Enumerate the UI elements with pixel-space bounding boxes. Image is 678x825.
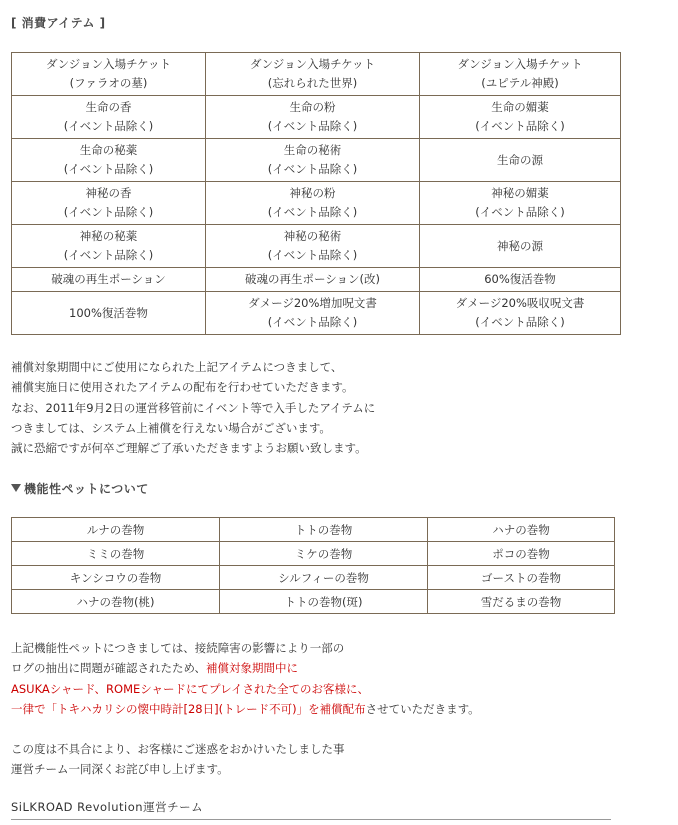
table-cell: 生命の粉 (イベント品除く)	[206, 96, 420, 139]
table-cell: 生命の秘術 (イベント品除く)	[206, 139, 420, 182]
pets-notice-emphasis: 一律で「トキハカリシの懐中時計[28日](トレード不可)」を補償配布	[11, 701, 366, 716]
pets-notice-text: ログの抽出に問題が確認されたため、	[11, 661, 207, 676]
table-row	[12, 566, 615, 590]
pets-notice-line	[11, 699, 480, 719]
notice-line: なお、2011年9月2日の運営移管前にイベント等で入手したアイテムに	[11, 400, 376, 415]
table-row	[12, 292, 621, 335]
compensation-notice	[11, 357, 375, 458]
notice-line: 補償実施日に使用されたアイテムの配布を行わせていただきます。	[11, 380, 354, 395]
table-cell: 神秘の秘術 (イベント品除く)	[206, 225, 420, 268]
table-cell: キンシコウの巻物	[12, 566, 220, 590]
table-row	[12, 518, 615, 542]
table-row	[12, 268, 621, 292]
table-cell: 神秘の媚薬 (イベント品除く)	[420, 182, 621, 225]
table-cell: 100%復活巻物	[12, 292, 206, 335]
table-cell: ミミの巻物	[12, 542, 220, 566]
table-cell: ダメージ20%増加呪文書 (イベント品除く)	[206, 292, 420, 335]
table-cell: ルナの巻物	[12, 518, 220, 542]
table-row	[12, 542, 615, 566]
pets-notice-emphasis: ASUKAシャード、ROMEシャードにてプレイされた全てのお客様に、	[11, 681, 369, 696]
table-cell: ダンジョン入場チケット (忘れられた世界)	[206, 53, 420, 96]
pets-section-title	[11, 480, 149, 497]
table-cell: ダメージ20%吸収呪文書 (イベント品除く)	[420, 292, 621, 335]
table-row	[12, 590, 615, 614]
pets-notice-line	[11, 658, 480, 678]
table-cell: 神秘の源	[420, 225, 621, 268]
footer-signature: SiLKROAD Revolution運営チーム	[11, 799, 611, 820]
apology-notice	[11, 739, 345, 780]
notice-line: 誠に恐縮ですが何卒ご理解ご了承いただきますようお願い致します。	[11, 441, 367, 456]
table-row	[12, 182, 621, 225]
table-cell: 神秘の秘薬 (イベント品除く)	[12, 225, 206, 268]
table-cell: 生命の源	[420, 139, 621, 182]
table-cell: トトの巻物(斑)	[220, 590, 428, 614]
table-cell: 60%復活巻物	[420, 268, 621, 292]
table-cell: 破魂の再生ポーション(改)	[206, 268, 420, 292]
table-cell: ダンジョン入場チケット (ユピテル神殿)	[420, 53, 621, 96]
table-cell: ハナの巻物	[428, 518, 615, 542]
notice-line: つきましては、システム上補償を行えない場合がございます。	[11, 420, 331, 435]
section-title-consumable-items: [ 消費アイテム ]	[11, 16, 106, 30]
apology-line: この度は不具合により、お客様にご迷惑をおかけいたしました事	[11, 742, 345, 756]
table-row	[12, 139, 621, 182]
table-cell: ポコの巻物	[428, 542, 615, 566]
table-cell: 雪だるまの巻物	[428, 590, 615, 614]
table-row	[12, 96, 621, 139]
table-cell: トトの巻物	[220, 518, 428, 542]
table-cell: 生命の香 (イベント品除く)	[12, 96, 206, 139]
table-cell: 破魂の再生ポーション	[12, 268, 206, 292]
triangle-down-icon	[11, 484, 21, 492]
notice-line: 補償対象期間中にご使用になられた上記アイテムにつきまして、	[11, 360, 343, 374]
pets-notice-line: 上記機能性ペットにつきましては、接続障害の影響により一部の	[11, 641, 345, 655]
table-cell: ゴーストの巻物	[428, 566, 615, 590]
table-cell: 神秘の香 (イベント品除く)	[12, 182, 206, 225]
table-cell: ミケの巻物	[220, 542, 428, 566]
apology-line: 運営チーム一同深くお詫び申し上げます。	[11, 762, 229, 777]
table-cell: ダンジョン入場チケット (ファラオの墓)	[12, 53, 206, 96]
table-cell: 神秘の粉 (イベント品除く)	[206, 182, 420, 225]
table-cell: シルフィーの巻物	[220, 566, 428, 590]
pets-notice-text: させていただきます。	[365, 701, 480, 716]
table-cell: 生命の媚薬 (イベント品除く)	[420, 96, 621, 139]
table-cell: 生命の秘薬 (イベント品除く)	[12, 139, 206, 182]
pets-notice-emphasis: 補償対象期間中に	[206, 661, 299, 676]
functional-pets-table	[11, 517, 615, 614]
table-row	[12, 53, 621, 96]
pets-notice	[11, 638, 480, 719]
consumable-items-table	[11, 52, 621, 335]
table-row	[12, 225, 621, 268]
pets-title-text: 機能性ペットについて	[24, 482, 149, 496]
table-cell: ハナの巻物(桃)	[12, 590, 220, 614]
